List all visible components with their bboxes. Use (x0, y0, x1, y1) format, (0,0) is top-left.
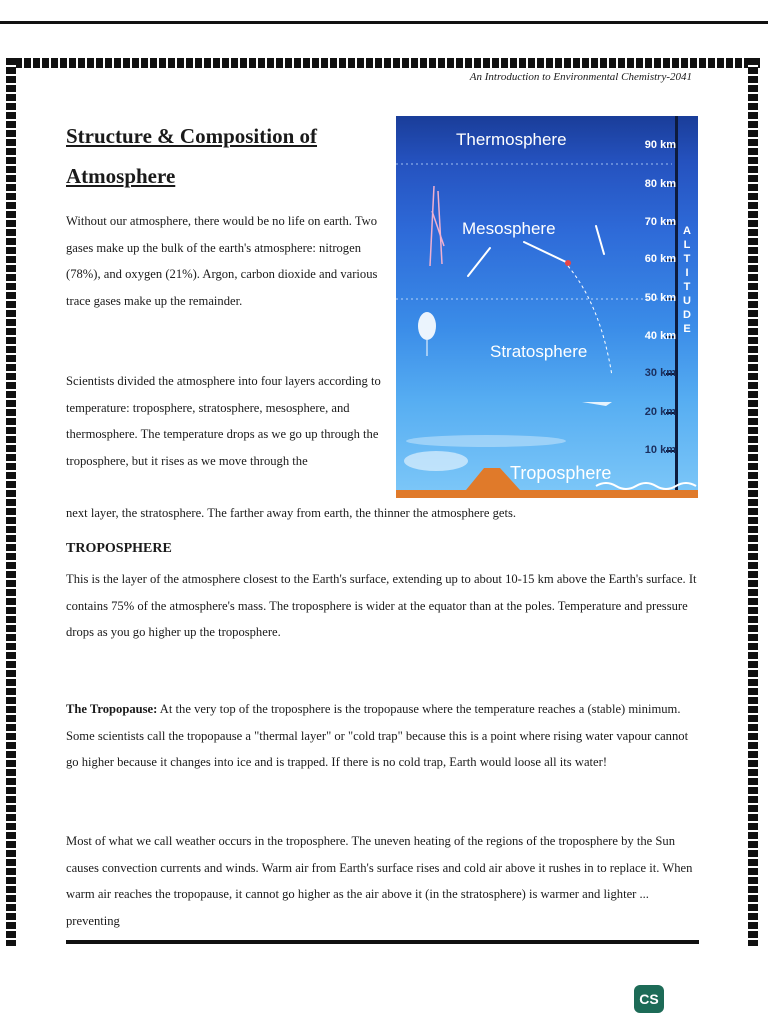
tropopause-text: At the very top of the troposphere is the tropopause where the temperature reaches a (stable) minimum. Some scientists call the tropopause a "thermal layer" or "cold trap" because this is a point where rising water vapour cannot go higher because it changes into ice and is trapped. If there is no cold trap, Earth would loose all its water! (66, 702, 689, 769)
tropopause-label: The Tropopause: (66, 702, 158, 716)
cloud-band (406, 435, 566, 447)
top-rule (0, 21, 768, 24)
altitude-label-30: 30 km (644, 367, 676, 379)
page-border-top (6, 58, 762, 68)
layers-paragraph-continued: next layer, the stratosphere. The farther away from earth, the thinner the atmosphere gets. (66, 506, 517, 520)
page-border-left (6, 58, 16, 946)
camscanner-badge: CS (634, 985, 664, 1013)
altitude-label-40: 40 km (644, 330, 676, 342)
weather-paragraph: Most of what we call weather occurs in the troposphere. The uneven heating of the regions of the troposphere by the Sun causes convection currents and winds. Warm air from Earth's surface rises and cold air above it rushes in to replace it. When warm air reaches the tropopause, it cannot go higher as the air above it (in the stratosphere) is warmer and lighter ... preventing (66, 834, 693, 928)
layer-label-mesosphere: Mesosphere (462, 219, 556, 238)
weather-balloon (418, 312, 436, 356)
layers-paragraph: Scientists divided the atmosphere into four layers according to temperature: troposphere, stratosphere, mesosphere, and thermosphere. The temperature drops as we go up through the troposphere, but it rises as we move through the (66, 374, 381, 468)
layer-label-thermosphere: Thermosphere (456, 130, 567, 149)
troposphere-paragraph: This is the layer of the atmosphere closest to the Earth's surface, extending up to about 10-15 km above the Earth's surface. It contains 75% of the atmosphere's mass. The troposphere is wider at the equator than at the poles. Temperature and pressure drops as you go higher up the troposphere. (66, 572, 697, 639)
altitude-axis (675, 116, 678, 498)
atmosphere-diagram (396, 116, 698, 498)
layer-label-stratosphere: Stratosphere (490, 342, 588, 361)
altitude-label-70: 70 km (644, 216, 676, 228)
bottom-rule (66, 940, 699, 944)
altitude-letter-2: T (683, 253, 691, 265)
altitude-letter-1: L (683, 239, 691, 251)
tropopause-paragraph (66, 696, 698, 776)
page-title: Structure & Composition of Atmosphere (66, 124, 318, 188)
altitude-letter-7: E (683, 323, 691, 335)
aurora-streaks (430, 186, 444, 266)
meteor-head (565, 260, 571, 266)
altitude-label-10: 10 km (644, 444, 676, 456)
page-border-right (748, 58, 758, 946)
jet-plane (582, 402, 612, 406)
altitude-letter-3: I (685, 267, 689, 279)
altitude-label-80: 80 km (644, 178, 676, 190)
troposphere-heading: TROPOSPHERE (66, 541, 172, 556)
altitude-label-50: 50 km (644, 292, 676, 304)
intro-paragraph: Without our atmosphere, there would be no life on earth. Two gases make up the bulk of the earth's atmosphere: nitrogen (78%), and oxygen (21%). Argon, carbon dioxide and various trace gases make up the remainder. (66, 214, 378, 308)
cloud-low (404, 451, 468, 471)
layer-label-troposphere: Troposphere (510, 463, 612, 483)
altitude-letter-4: T (683, 281, 691, 293)
altitude-letter-5: U (683, 295, 691, 307)
running-header: An Introduction to Environmental Chemistry-2041 (469, 71, 692, 83)
altitude-axis-label (680, 224, 694, 336)
altitude-letter-6: D (683, 309, 691, 321)
diagram-graphics (396, 116, 698, 498)
altitude-label-20: 20 km (644, 406, 676, 418)
altitude-label-90: 90 km (644, 139, 676, 151)
altitude-letter-0: A (683, 225, 691, 237)
altitude-label-60: 60 km (644, 253, 676, 265)
